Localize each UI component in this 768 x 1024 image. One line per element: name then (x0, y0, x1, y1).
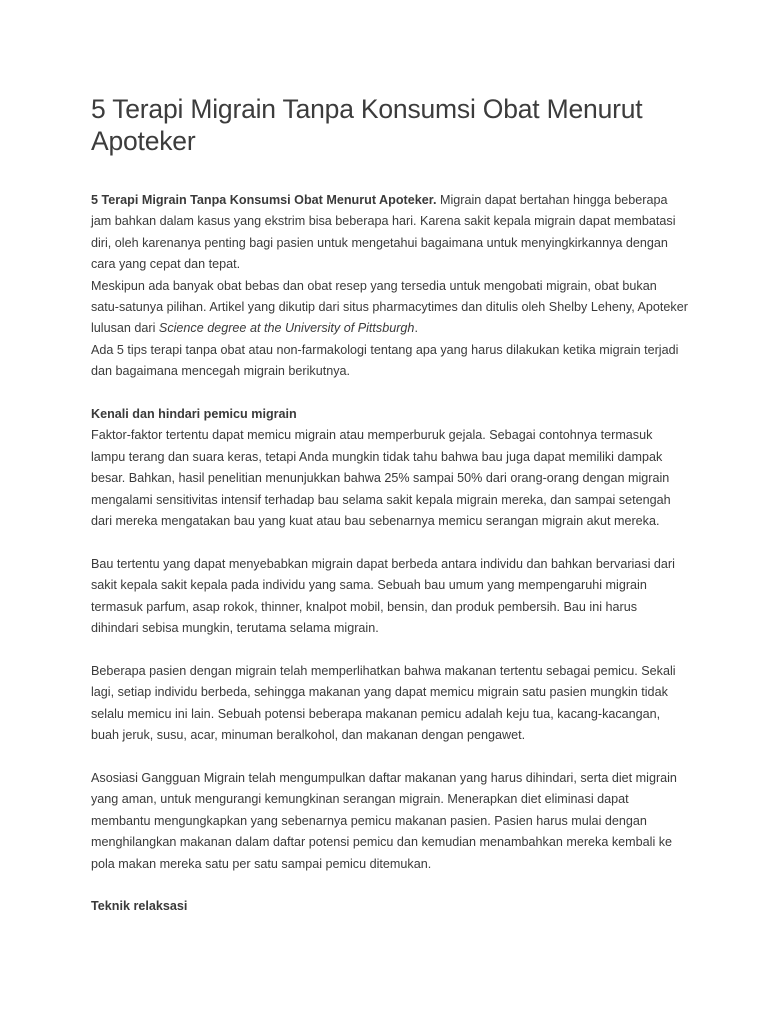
section-paragraph: Faktor-faktor tertentu dapat memicu migrain atau memperburuk gejala. Sebagai contohnya termasuk lampu terang dan suara keras, tetapi Anda mungkin tidak tahu bahwa bau juga dapat memiliki dampak besar. Bahkan, hasil penelitian menunjukkan bahwa 25% sampai 50% dari orang-orang dengan migrain mengalami sensitivitas intensif terhadap bau selama sakit kepala migrain mereka, dan sampai setengah dari mereka mengatakan bau yang kuat atau bau sebenarnya memicu serangan migrain akut mereka. (91, 428, 671, 529)
intro-p2-italic: Science degree at the University of Pittsburgh (158, 321, 415, 336)
section-relaxation (91, 896, 688, 917)
section-heading-triggers: Kenali dan hindari pemicu migrain (91, 407, 297, 422)
section-paragraph: Bau tertentu yang dapat menyebabkan migrain dapat berbeda antara individu dan bahkan bervariasi dari sakit kepala sakit kepala pada individu yang sama. Sebuah bau umum yang mempengaruhi migrain termasuk parfum, asap rokok, thinner, knalpot mobil, bensin, dan produk pembersih. Bau ini harus dihindari sebisa mungkin, terutama selama migrain. (91, 556, 675, 636)
section-paragraph: Beberapa pasien dengan migrain telah memperlihatkan bahwa makanan tertentu sebagai pemicu. Sekali lagi, setiap individu berbeda, sehingga makanan yang dapat memicu migrain satu pasien mungkin tidak selalu memicu ini lain. Sebuah potensi beberapa makanan pemicu adalah keju tua, kacang-kacangan, buah jeruk, susu, acar, minuman beralkohol, dan makanan dengan pengawet. (91, 663, 676, 743)
section-heading-relaxation: Teknik relaksasi (91, 899, 188, 914)
intro-paragraph-3: Ada 5 tips terapi tanpa obat atau non-farmakologi tentang apa yang harus dilakukan ketika migrain terjadi dan bagaimana mencegah migrain berikutnya. (91, 342, 679, 379)
intro-p2-end: . (414, 321, 418, 336)
section-paragraph: Asosiasi Gangguan Migrain telah mengumpulkan daftar makanan yang harus dihindari, serta diet migrain yang aman, untuk mengurangi kemungkinan serangan migrain. Menerapkan diet eliminasi dapat membantu mengungkapkan yang sebenarnya pemicu makanan pasien. Pasien harus mulai dengan menghilangkan makanan dalam daftar potensi pemicu dan kemudian menambahkan mereka kembali ke pola makan mereka satu per satu sampai pemicu ditemukan. (91, 770, 677, 871)
intro-paragraph-2 (91, 276, 688, 340)
intro-p2-start: Meskipun ada banyak obat bebas dan obat resep yang tersedia untuk mengobati migrain, obat bukan satu-satunya pilihan. Artikel yang dikutip dari situs pharmacytimes dan ditulis oleh Shelby Leheny, Apoteker lulusan dari (91, 278, 688, 336)
intro-lead-text: Migrain dapat bertahan hingga beberapa jam bahkan dalam kasus yang ekstrim bisa beberapa hari. Karena sakit kepala migrain dapat membatasi diri, oleh karenanya penting bagi pasien untuk mengetahui bagaimana untuk menyingkirkannya dengan cara yang cepat dan tepat. (91, 193, 676, 272)
document-title: 5 Terapi Migrain Tanpa Konsumsi Obat Menurut Apoteker (91, 94, 643, 156)
intro-section (91, 190, 688, 383)
intro-lead-bold: 5 Terapi Migrain Tanpa Konsumsi Obat Menurut Apoteker. (91, 193, 437, 207)
section-triggers (91, 404, 688, 875)
intro-paragraph (91, 190, 688, 276)
